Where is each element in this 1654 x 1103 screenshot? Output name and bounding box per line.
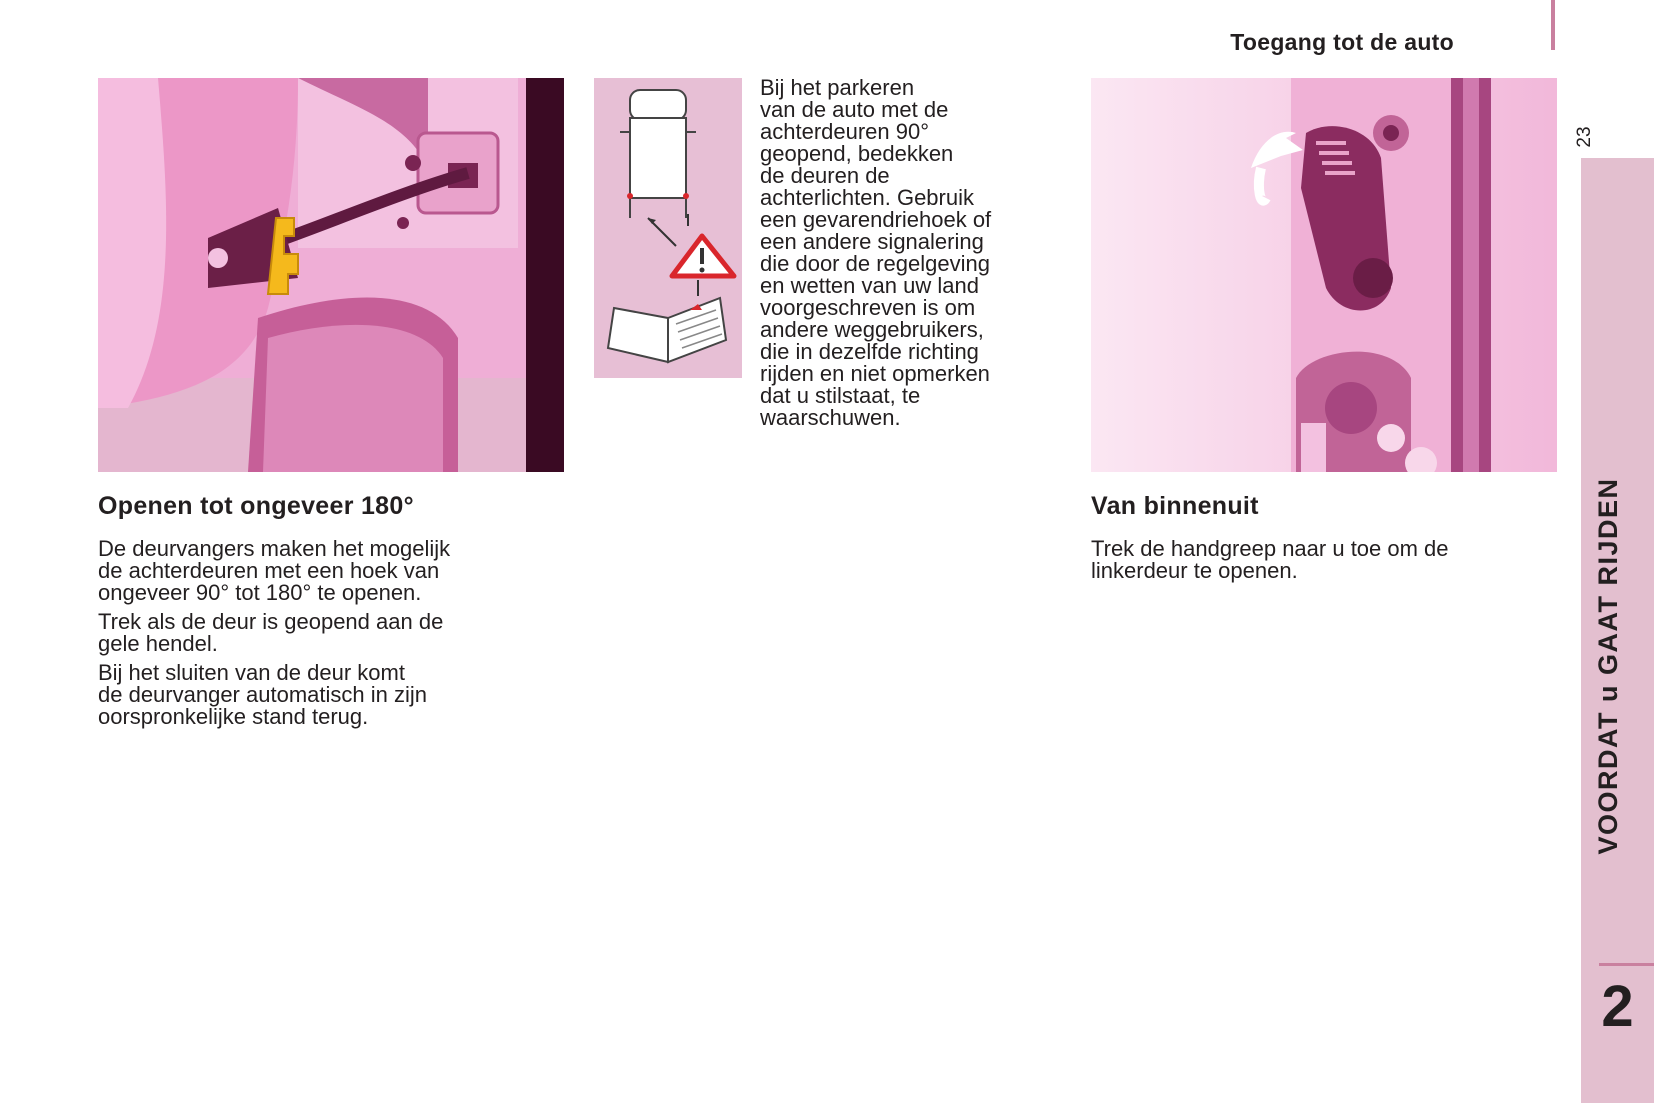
left-paragraph-3: Bij het sluiten van de deur komt de deurvanger automatisch in zijn oorspronkelijke stand terug.	[98, 660, 427, 729]
inner-handle-photo	[1091, 78, 1557, 472]
page-number: 23	[1574, 126, 1595, 148]
chapter-tab	[1581, 158, 1654, 1103]
left-heading: Openen tot ongeveer 180°	[98, 492, 414, 520]
van-topview-icon	[620, 90, 696, 218]
section-title: Toegang tot de auto	[1230, 29, 1454, 55]
warning-illustration	[594, 78, 742, 378]
right-body	[1091, 538, 1561, 589]
chapter-rule	[1599, 963, 1654, 966]
door-check-photo	[98, 78, 564, 472]
warning-triangle-icon	[672, 236, 734, 276]
chapter-title: VOORDAT u GAAT RIJDEN	[1593, 477, 1623, 855]
parking-note: Bij het parkeren van de auto met de achterdeuren 90° geopend, bedekken de deuren de achterlichten. Gebruik een gevarendriehoek of een andere signalering die door de regelgeving en wetten van uw land voorgeschreven is om andere weggebruikers, die in dezelfde richting rijden en niet opmerken dat u stilstaat, te waarschuwen.	[760, 75, 992, 430]
right-heading: Van binnenuit	[1091, 492, 1259, 520]
left-body	[98, 538, 568, 735]
left-paragraph-1: De deurvangers maken het mogelijk de achterdeuren met een hoek van ongeveer 90° tot 180° te openen.	[98, 536, 451, 605]
right-paragraph-1: Trek de handgreep naar u toe om de linkerdeur te openen.	[1091, 536, 1449, 583]
chapter-number: 2	[1601, 974, 1634, 1039]
left-paragraph-2: Trek als de deur is geopend aan de gele hendel.	[98, 609, 444, 656]
header-rule	[1551, 0, 1555, 50]
